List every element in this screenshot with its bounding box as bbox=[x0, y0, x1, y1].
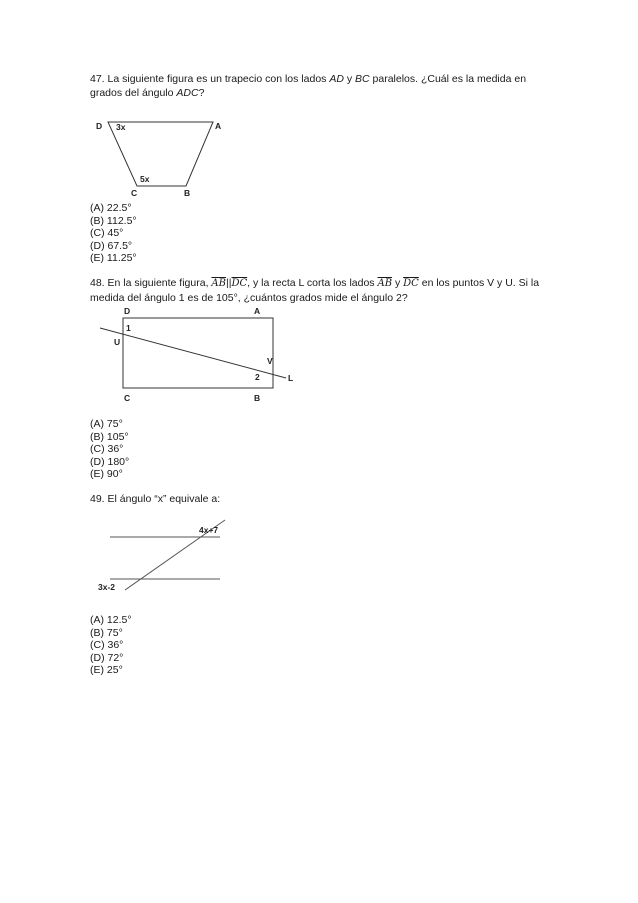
question-48-stem bbox=[90, 276, 560, 305]
option[interactable]: (A) 12.5° bbox=[90, 614, 132, 626]
label-v: V bbox=[267, 356, 273, 366]
label-angle-c: 5x bbox=[140, 174, 150, 184]
parallel-lines-figure bbox=[95, 518, 235, 598]
segment-dc: $\overline{DC}$ bbox=[403, 278, 419, 289]
rectangle-shape bbox=[123, 318, 273, 388]
option[interactable]: (C) 36° bbox=[90, 443, 124, 456]
option[interactable]: (C) 45° bbox=[90, 227, 124, 240]
rectangle-figure bbox=[108, 303, 308, 403]
label-l: L bbox=[288, 373, 294, 383]
stem-text: y bbox=[343, 73, 356, 85]
parallel-symbol: || bbox=[226, 277, 232, 289]
option[interactable]: (B) 105° bbox=[90, 430, 129, 443]
stem-text: ? bbox=[198, 87, 205, 99]
label-a: A bbox=[254, 306, 261, 316]
question-47-options bbox=[90, 202, 137, 265]
stem-text: 47. La siguiente figura es un trapecio con los lados bbox=[90, 73, 330, 85]
stem-text: 48. En la siguiente figura, bbox=[90, 277, 212, 289]
stem-text: , y la recta L corta los lados bbox=[247, 277, 378, 289]
label-d: D bbox=[96, 121, 103, 131]
question-48-options bbox=[90, 418, 129, 481]
label-bottom-angle: 3x-2 bbox=[98, 582, 116, 592]
stem-text: y bbox=[392, 277, 404, 289]
option[interactable]: (B) 112.5° bbox=[90, 214, 137, 227]
question-48 bbox=[90, 276, 560, 305]
option[interactable]: (D) 72° bbox=[90, 651, 124, 664]
question-47 bbox=[90, 72, 560, 100]
question-49 bbox=[90, 492, 560, 506]
option[interactable]: (D) 180° bbox=[90, 455, 130, 468]
stem-text: en los puntos V y U. Si la medida del ángulo 1 es de 105°, ¿cuántos grados mide el ángulo 2? bbox=[90, 277, 540, 304]
angle-adc: ADC bbox=[176, 87, 199, 99]
option[interactable]: (E) 11.25° bbox=[90, 252, 137, 265]
label-b: B bbox=[254, 393, 261, 403]
label-top-angle: 4x+7 bbox=[199, 525, 219, 535]
question-49-options bbox=[90, 614, 132, 677]
line-l bbox=[100, 328, 286, 378]
option[interactable]: (E) 90° bbox=[90, 468, 123, 481]
question-47-stem bbox=[90, 72, 560, 100]
option[interactable]: (B) 75° bbox=[90, 626, 123, 639]
option[interactable]: (C) 36° bbox=[90, 639, 124, 652]
option[interactable]: (A) 75° bbox=[90, 418, 123, 430]
label-b: B bbox=[184, 188, 191, 198]
segment-ab: $\overline{AB}$ bbox=[211, 278, 226, 289]
segment-bc: BC bbox=[355, 73, 370, 85]
segment-ad: AD bbox=[329, 73, 344, 85]
label-angle-d: 3x bbox=[116, 122, 126, 132]
option[interactable]: (D) 67.5° bbox=[90, 239, 133, 252]
label-u: U bbox=[114, 337, 121, 347]
label-d: D bbox=[124, 306, 131, 316]
label-c: C bbox=[131, 188, 138, 198]
question-49-stem: 49. El ángulo “x” equivale a: bbox=[90, 493, 221, 505]
stem-text: paralelos. ¿Cuál es la medida en grados del ángulo bbox=[90, 73, 527, 99]
option[interactable]: (E) 25° bbox=[90, 664, 123, 677]
segment-dc: $\overline{DC}$ bbox=[231, 278, 248, 289]
label-angle-1: 1 bbox=[126, 323, 131, 333]
option[interactable]: (A) 22.5° bbox=[90, 202, 132, 214]
label-angle-2: 2 bbox=[255, 372, 260, 382]
label-c: C bbox=[124, 393, 131, 403]
segment-ab: $\overline{AB}$ bbox=[377, 278, 393, 289]
label-a: A bbox=[215, 121, 222, 131]
trapezoid-figure bbox=[95, 118, 235, 198]
